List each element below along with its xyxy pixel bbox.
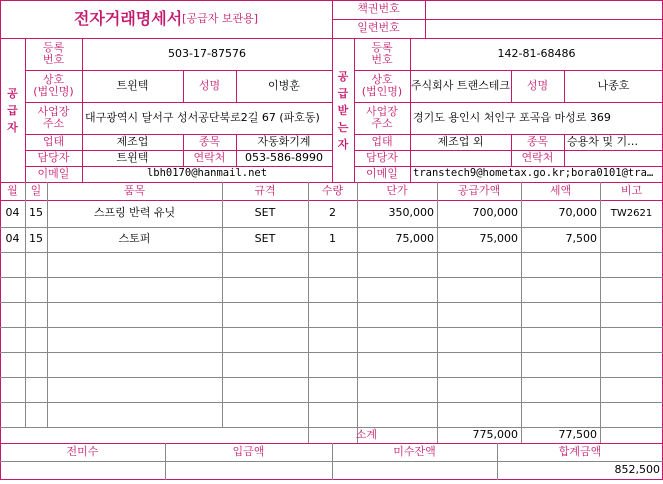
row1-month: 04: [5, 206, 20, 220]
receiver-biz-label: 업태: [371, 134, 393, 148]
col-supply: 공급가액: [457, 183, 501, 197]
receiver-item-label: 종목: [526, 134, 549, 148]
grid-line: [308, 182, 309, 443]
receiver-side-label: [332, 38, 354, 182]
receiver-side-char: 공: [337, 69, 349, 83]
title-sub: [공급자 보관용]: [182, 11, 259, 25]
col-tax: 세액: [549, 183, 572, 197]
row1-spec: SET: [254, 206, 276, 220]
col-spec: 규격: [254, 183, 276, 197]
supplier-name-value: 이병훈: [268, 78, 300, 92]
supplier-side-char: 자: [7, 120, 18, 134]
supplier-name-label: 성명: [198, 78, 221, 92]
receiver-email-value: transtech9@hometax.go.kr;bora0101@tra…: [413, 167, 654, 180]
receiver-side-char: 받: [337, 103, 349, 117]
receiver-side-char: 는: [337, 120, 349, 134]
row2-spec: SET: [254, 232, 276, 246]
serial-number-value: [425, 19, 663, 38]
receiver-contact-label: 연락처: [521, 150, 554, 164]
row1-qty: 2: [329, 206, 336, 220]
grid-line: [521, 182, 522, 443]
col-item: 품목: [123, 183, 146, 197]
receiver-item-value: 승용차 및 기…: [567, 134, 639, 148]
grid-line: [0, 252, 663, 253]
receiver-biz-value: 제조업 외: [437, 134, 484, 148]
serial-number-label: 일련번호: [357, 21, 400, 35]
grid-line: [0, 352, 663, 353]
grid-line: [357, 182, 358, 443]
row2-tax: 7,500: [565, 232, 597, 246]
col-month: 월: [7, 183, 18, 197]
row1-item: 스프링 반력 유닛: [93, 206, 176, 220]
row2-qty: 1: [329, 232, 336, 246]
receiver-company-label: 상호 (법인명): [361, 72, 403, 98]
grid-line: [0, 302, 663, 303]
supplier-email-label: 이메일: [37, 166, 70, 180]
receiver-company-value: 주식회사 트랜스테크: [410, 78, 511, 92]
supplier-biz-label: 업태: [42, 134, 65, 148]
row1-note: TW2621: [610, 208, 653, 219]
row1-tax: 70,000: [558, 206, 597, 220]
book-number-value: [425, 0, 663, 19]
grid-line: [0, 377, 663, 378]
supplier-manager-label: 담당자: [37, 150, 70, 164]
grid-line: [0, 402, 663, 403]
grid-line: [0, 227, 663, 228]
supplier-contact-value: 053-586-8990: [245, 150, 323, 164]
supplier-biz-value: 제조업: [116, 134, 149, 148]
supplier-side-label: [0, 38, 25, 182]
row1-day: 15: [29, 206, 43, 220]
row2-item: 스토퍼: [118, 232, 151, 246]
receiver-name-value: 나종호: [597, 78, 630, 92]
grid-line: [0, 200, 663, 201]
receiver-side-char: 급: [337, 86, 349, 100]
supplier-contact-label: 연락처: [193, 150, 226, 164]
row2-unit-price: 75,000: [395, 232, 434, 246]
supplier-company-value: 트윈텍: [116, 78, 149, 92]
book-number-label: 책권번호: [357, 2, 400, 16]
row2-supply: 75,000: [479, 232, 518, 246]
supplier-reg-value: 503-17-87576: [168, 46, 246, 60]
balance-value: [332, 461, 497, 480]
paid-value: [165, 461, 332, 480]
paid-label: 입금액: [232, 444, 265, 458]
receiver-address-label: 사업장 주소: [366, 104, 398, 130]
col-day: 일: [30, 183, 42, 197]
receiver-reg-label: 등록 번호: [371, 40, 393, 66]
supplier-email-value: lbh0170@hanmail.net: [146, 167, 268, 180]
col-unit-price: 단가: [386, 183, 408, 197]
balance-label: 미수잔액: [393, 444, 436, 458]
receiver-side-char: 자: [337, 137, 349, 151]
prev-unpaid-label: 전미수: [66, 444, 99, 458]
subtotal-tax: 77,500: [558, 427, 597, 441]
supplier-address-label: 사업장 주소: [37, 104, 70, 130]
grid-line: [222, 182, 223, 427]
title-main: 전자거래명세서: [73, 9, 183, 29]
supplier-item-label: 종목: [198, 134, 221, 148]
col-note: 비고: [620, 183, 643, 197]
supplier-company-label: 상호 (법인명): [33, 72, 74, 98]
row2-day: 15: [29, 232, 43, 246]
supplier-reg-label: 등록 번호: [42, 40, 65, 66]
supplier-side-char: 급: [7, 103, 18, 117]
subtotal-supply: 775,000: [472, 427, 518, 441]
total-label: 합계금액: [558, 444, 602, 458]
row1-unit-price: 350,000: [388, 206, 434, 220]
receiver-manager-value: [410, 150, 511, 166]
receiver-manager-label: 담당자: [366, 150, 398, 164]
receiver-name-label: 성명: [526, 78, 549, 92]
supplier-address-value: 대구광역시 달서구 성서공단북로2길 67 (파호동): [85, 110, 320, 124]
receiver-contact-value: [564, 150, 663, 166]
grid-line: [0, 277, 663, 278]
subtotal-label: 소계: [355, 427, 377, 441]
supplier-side-char: 공: [7, 86, 18, 100]
receiver-reg-value: 142-81-68486: [497, 46, 576, 60]
grid-line: [437, 182, 438, 443]
grid-line: [600, 182, 601, 443]
document-title: [0, 0, 332, 38]
receiver-email-label: 이메일: [366, 166, 398, 180]
total-value: 852,500: [614, 463, 660, 477]
receiver-address-value: 경기도 용인시 처인구 포곡읍 마성로 369: [413, 110, 611, 124]
row2-month: 04: [5, 232, 20, 246]
supplier-item-value: 자동화기계: [257, 134, 311, 148]
grid-line: [25, 182, 26, 427]
row2-note: [600, 227, 663, 252]
row1-supply: 700,000: [472, 206, 518, 220]
grid-line: [47, 182, 48, 427]
col-qty: 수량: [321, 183, 344, 197]
grid-line: [0, 327, 663, 328]
prev-unpaid-value: [0, 461, 165, 480]
supplier-manager-value: 트윈텍: [116, 150, 149, 164]
